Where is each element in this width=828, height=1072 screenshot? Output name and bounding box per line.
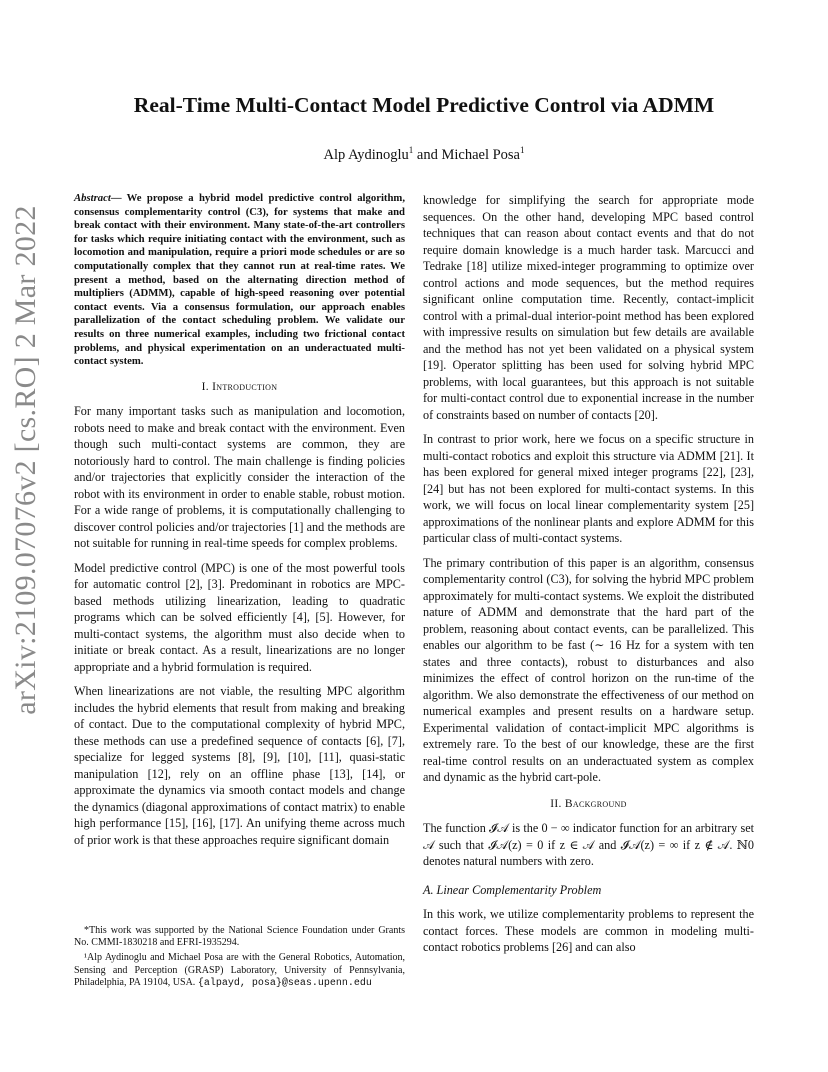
background-paragraph: The function 𝓘𝒜 is the 0 − ∞ indicator function for an arbitrary set 𝒜 such that 𝓘𝒜(z) = 0 if z ∈ 𝒜 and 𝓘𝒜(z) = ∞ if z ∉ 𝒜. ℕ0 denotes natural numbers with zero. <box>423 821 754 868</box>
footnote-funding: *This work was supported by the National Science Foundation under Grants No. CMMI-1830218 and EFRI-1935294. <box>74 925 405 949</box>
abstract-text: — We propose a hybrid model predictive control algorithm, consensus complementarity control (C3), for systems that make and break contact with their environment. Many state-of-the-art controllers for tasks which require initiating contact with the environment, such as locomotion and manipulation, require a priori mode schedules or are so computationally complex that they cannot run at real-time rates. We present a method, based on the alternating direction method of multipliers (ADMM), capable of high-speed reasoning over potential contact events. Via a consensus formulation, our approach enables parallelization of the contact scheduling problem. We validate our results on three numerical examples, including two frictional contact problems, and physical experimentation on an underactuated multi-contact system. <box>74 192 405 368</box>
intro-paragraph-4: knowledge for simplifying the search for appropriate mode sequences. On the other hand, developing MPC based control techniques that can reason about contact events and that do not require domain knowledge is a much harder task. Marcucci and Tedrake [18] utilize mixed-integer programming to optimize over control actions and mode sequences, but the method requires significant online computation time. Recently, contact-implicit control with a primal-dual interior-point method has been explored with impressive results on simulation but few details are available and the method has not yet been validated on a physical system [19]. Operator splitting has been used for solving hybrid MPC problems, with local guarantees, but this approach is not suitable for multi-contact control due to exponential increase in the number of constraints based on number of contacts [20]. <box>423 193 754 422</box>
abstract-label: Abstract <box>74 192 111 204</box>
author-2: Michael Posa <box>441 146 520 163</box>
paper-title: Real-Time Multi-Contact Model Predictive Control via ADMM <box>133 93 715 117</box>
arxiv-sidebar-identifier <box>6 150 46 770</box>
section-heading-introduction: I. Introduction <box>201 380 278 393</box>
section-heading-background: II. Background <box>550 797 627 810</box>
footnote-affiliation-text: ¹Alp Aydinoglu and Michael Posa are with the General Robotics, Automation, Sensing and Perception (GRASP) Laboratory, University of Pennsylvania, Philadelphia, PA 19104, USA. <box>74 952 405 988</box>
intro-paragraph-5: In contrast to prior work, here we focus on a specific structure in multi-contact robotics and exploit this structure via ADMM [21]. It has been explored for general mixed integer programs [22], [23], [24] but has not been explored for multi-contact systems. In this work, we will focus on local linear complementarity system [25] approximations of the nonlinear plants and explore ADMM for this particular class of multi-contact systems. <box>423 432 754 545</box>
author-1: Alp Aydinoglu <box>323 146 409 163</box>
intro-paragraph-1: For many important tasks such as manipulation and locomotion, robots need to make and break contact with the environment. Even though such multi-contact systems are common, they are notoriously hard to control. The main challenge is finding policies and/or trajectories that explicitly consider the interaction of the robot with its environment in order to enable stable, robust motion. For a wide range of problems, it is computationally challenging to discover control policies and/or trajectories [1] and the methods are not suitable for running in real-time speeds for complex problems. <box>74 404 405 551</box>
arxiv-id-text: arXiv:2109.07076v2 [cs.RO] 2 Mar 2022 <box>9 205 42 715</box>
intro-paragraph-6: The primary contribution of this paper is an algorithm, consensus complementarity control (C3), for solving the hybrid MPC problem approximately for multi-contact systems. We exploit the distributed nature of ADMM and demonstrate that the hard part of the problem, reasoning about contact events, can be parallelized. This enables our algorithm to be fast (∼ 16 Hz for a system with ten states and three contacts), robust to disturbances and also minimizes the effect of control horizon on the run-time of the algorithm. We also demonstrate the effectiveness of our method on numerical examples and present results on a hardware setup. Experimental validation of contact-implicit MPC algorithms is extremely rare. To the best of our knowledge, these are the first real-time control results on an underactuated system as complex and dynamic as the hybrid cart-pole. <box>423 555 754 784</box>
right-column <box>423 192 754 964</box>
author-2-affiliation-mark: 1 <box>520 145 525 155</box>
lcp-paragraph: In this work, we utilize complementarity problems to represent the contact forces. These models are common in modeling multi-contact robotics problems [26] and can also <box>423 907 754 954</box>
footnote-affiliation <box>74 952 405 990</box>
author-line <box>60 141 788 164</box>
author-1-affiliation-mark: 1 <box>408 145 414 155</box>
footnotes <box>74 925 405 993</box>
abstract <box>74 192 405 369</box>
footnote-email: {alpayd, posa}@seas.upenn.edu <box>197 977 372 989</box>
intro-paragraph-2: Model predictive control (MPC) is one of the most powerful tools for automatic control [2], [3]. Predominant in robotics are MPC-based methods utilizing linearization, leading to quadratic programs which can be solved efficiently [4], [5]. However, for multi-contact systems, the algorithm must also decide when to initiate or break contact. As a result, linearizations are no longer appropriate and a hybrid formulation is required. <box>74 560 405 674</box>
intro-paragraph-3: When linearizations are not viable, the resulting MPC algorithm includes the hybrid elements that result from making and breaking of contact. Due to the computational complexity of hybrid MPC, these methods can use a predefined sequence of contacts [6], [7], specialize for legged systems [8], [9], [10], [11], quasi-static manipulation [12], rely on an offline phase [13], [14], or approximate the dynamics via smooth contact models and change the dynamics (diagonal approximations of contact matrix) to enable high performance [15], [16], [17]. An unifying theme across much of prior work is that these approaches require significant domain <box>74 684 405 847</box>
left-column <box>74 192 405 856</box>
subsection-heading-lcp: A. Linear Complementarity Problem <box>423 882 602 897</box>
author-joiner: and <box>413 146 442 163</box>
